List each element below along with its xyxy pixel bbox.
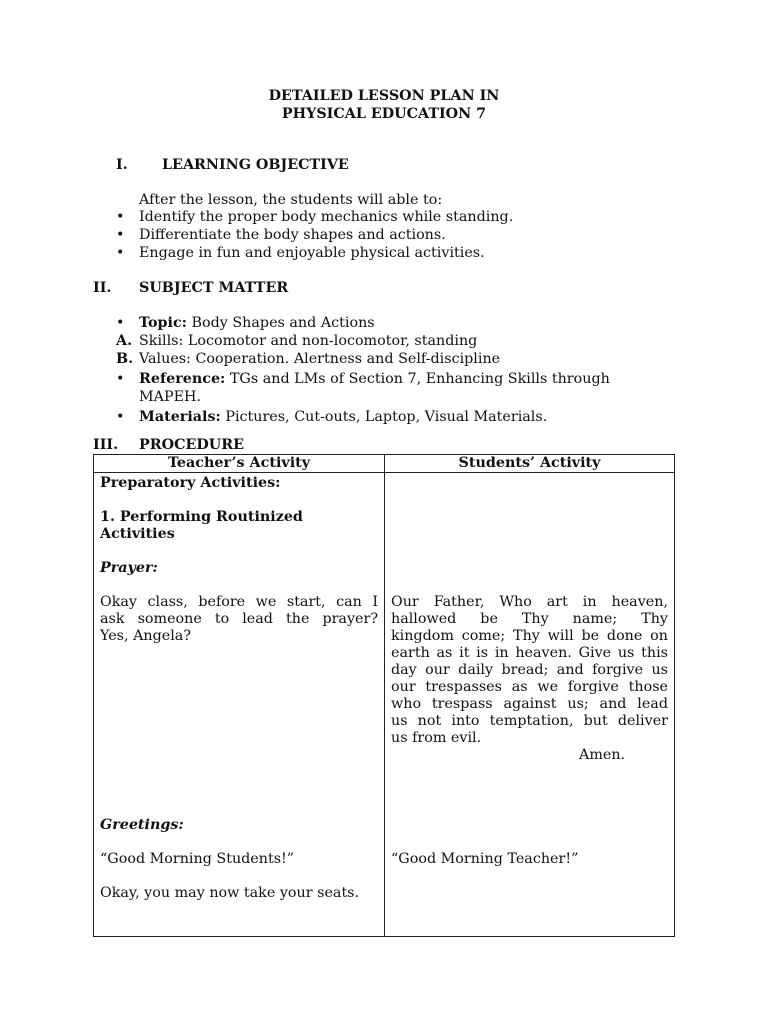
amen-text: Amen.	[579, 747, 626, 763]
routine-heading-line2: Activities	[100, 526, 175, 542]
student-prayer-line: us not into temptation, but deliver	[391, 713, 668, 729]
bullet-icon: •	[116, 371, 125, 387]
student-prayer-line: us from evil.	[391, 730, 482, 746]
materials-label: Materials:	[139, 409, 221, 425]
section-heading-procedure: PROCEDURE	[139, 437, 245, 453]
student-prayer-line: Our Father, Who art in heaven,	[391, 594, 668, 610]
materials-text	[139, 409, 547, 425]
objective-text: Identify the proper body mechanics while standing.	[139, 209, 514, 225]
topic-text	[139, 315, 375, 331]
section-number-2: II.	[93, 280, 112, 296]
objective-text: Differentiate the body shapes and actions.	[139, 227, 446, 243]
teacher-greeting: “Good Morning Students!”	[100, 851, 295, 867]
values-text: Values: Cooperation. Alertness and Self-discipline	[139, 351, 501, 367]
prayer-label: Prayer:	[100, 560, 158, 576]
column-header-students: Students’ Activity	[385, 455, 675, 473]
reference-text-cont: MAPEH.	[139, 389, 202, 405]
procedure-table	[93, 454, 675, 937]
column-header-teacher: Teacher’s Activity	[94, 455, 385, 473]
list-marker: B.	[116, 351, 134, 367]
student-prayer-line: our trespasses as we forgive those	[391, 679, 668, 695]
skills-text: Skills: Locomotor and non-locomotor, standing	[139, 333, 478, 349]
teacher-prayer-line: ask someone to lead the prayer?	[100, 611, 378, 627]
table-row	[94, 473, 675, 937]
section-heading-learning-objective: LEARNING OBJECTIVE	[162, 157, 349, 173]
student-prayer-line: who trespass against us; and lead	[391, 696, 668, 712]
bullet-icon: •	[116, 245, 125, 261]
bullet-icon: •	[116, 209, 125, 225]
document-title-line2: PHYSICAL EDUCATION 7	[281, 106, 487, 122]
student-prayer-line: earth as it is in heaven. Give us this	[391, 645, 668, 661]
table-header-row	[94, 455, 675, 473]
objective-text: Engage in fun and enjoyable physical activities.	[139, 245, 485, 261]
preparatory-heading: Preparatory Activities:	[100, 475, 281, 491]
list-marker: A.	[116, 333, 133, 349]
section-heading-subject-matter: SUBJECT MATTER	[139, 280, 289, 296]
objective-intro: After the lesson, the students will able to:	[139, 192, 443, 208]
teacher-activity-cell	[94, 473, 385, 937]
document-title-line1: DETAILED LESSON PLAN IN	[268, 88, 500, 104]
bullet-icon: •	[116, 227, 125, 243]
topic-value: Body Shapes and Actions	[186, 315, 375, 331]
students-activity-cell	[385, 473, 675, 937]
teacher-seats-instruction: Okay, you may now take your seats.	[100, 885, 360, 901]
bullet-icon: •	[116, 315, 125, 331]
reference-label: Reference:	[139, 371, 226, 387]
section-number-3: III.	[93, 437, 119, 453]
routine-heading-line1: 1. Performing Routinized	[100, 509, 303, 525]
student-greeting: “Good Morning Teacher!”	[391, 851, 579, 867]
teacher-prayer-line: Okay class, before we start, can I	[100, 594, 378, 610]
reference-text	[139, 371, 610, 387]
topic-label: Topic:	[139, 315, 187, 331]
greetings-label: Greetings:	[100, 817, 184, 833]
bullet-icon: •	[116, 409, 125, 425]
section-number-1: I.	[116, 157, 128, 173]
teacher-prayer-line: Yes, Angela?	[100, 628, 191, 644]
materials-value: Pictures, Cut-outs, Laptop, Visual Materials.	[220, 409, 548, 425]
student-prayer-line: day our daily bread; and forgive us	[391, 662, 668, 678]
reference-value: TGs and LMs of Section 7, Enhancing Skills through	[225, 371, 610, 387]
student-prayer-line: kingdom come; Thy will be done on	[391, 628, 668, 644]
student-prayer-line: hallowed be Thy name; Thy	[391, 611, 668, 627]
